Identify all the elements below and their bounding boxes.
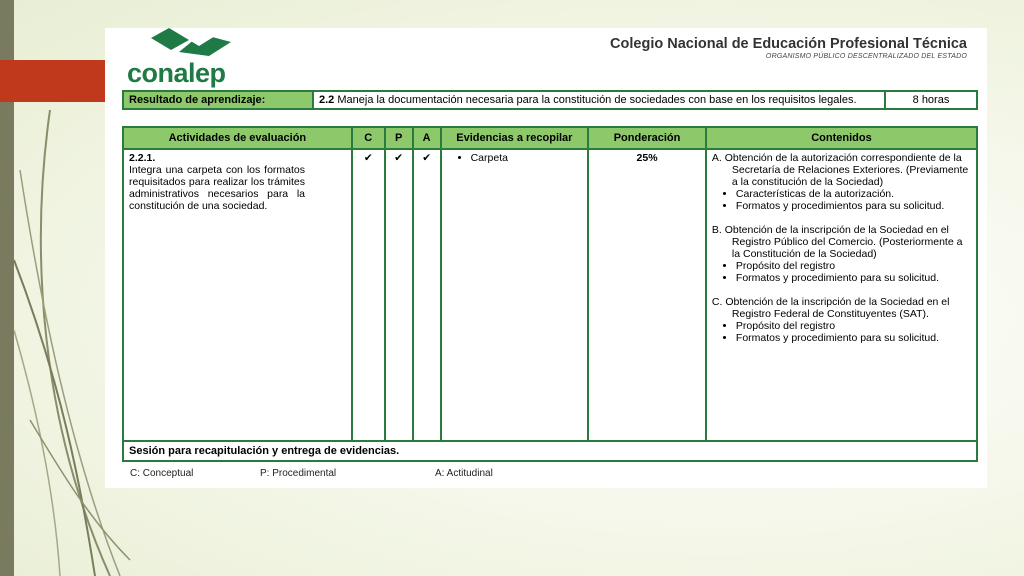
header-evidencias: Evidencias a recopilar: [441, 127, 589, 149]
resultado-text: Maneja la documentación necesaria para la constitución de sociedades con base en los requisitos legales.: [337, 94, 857, 106]
activity-number: 2.2.1.: [129, 152, 156, 164]
document-page: [105, 28, 987, 488]
activity-cell: [123, 149, 352, 441]
conalep-logo-icon: [149, 28, 233, 56]
resultado-label: Resultado de aprendizaje:: [123, 91, 313, 109]
list-item: • Formatos y procedimientos para su solicitud.: [736, 200, 971, 212]
header-p: P: [385, 127, 413, 149]
header-actividades: Actividades de evaluación: [123, 127, 352, 149]
evidence-item: • Carpeta: [471, 152, 583, 164]
evidence-cell: [441, 149, 589, 441]
check-p: ✔: [385, 149, 413, 441]
resultado-table: [122, 90, 978, 110]
header-contenidos: Contenidos: [706, 127, 977, 149]
header-a: A: [413, 127, 441, 149]
session-text: Sesión para recapitulación y entrega de evidencias.: [123, 441, 977, 461]
resultado-text-cell: [313, 91, 885, 109]
legend-c: C: Conceptual: [130, 468, 194, 479]
content-head: B. Obtención de la inscripción de la Sociedad en el Registro Público del Comercio. (Posteriormente a la Constitución de la Sociedad): [711, 224, 963, 260]
evaluation-table: [122, 126, 978, 462]
org-subtitle: ORGANISMO PÚBLICO DESCENTRALIZADO DEL ESTADO: [765, 53, 967, 60]
content-block-a: [712, 152, 971, 212]
content-block-b: [712, 224, 971, 284]
content-head: C. Obtención de la inscripción de la Sociedad en el Registro Federal de Constituyentes (SAT).: [711, 296, 950, 320]
legend-a: A: Actitudinal: [435, 468, 493, 479]
list-item: • Formatos y procedimiento para su solicitud.: [736, 272, 971, 284]
check-a: ✔: [413, 149, 441, 441]
list-item: • Propósito del registro: [736, 260, 971, 272]
header-ponderacion: Ponderación: [588, 127, 706, 149]
content-head: A. Obtención de la autorización correspondiente de la Secretaría de Relaciones Exteriores. (Previamente a la constitución de la Sociedad): [711, 152, 969, 188]
red-accent-tab: [0, 60, 105, 102]
org-title: Colegio Nacional de Educación Profesional Técnica: [610, 36, 967, 52]
session-row: [123, 441, 977, 461]
legend-p: P: Procedimental: [260, 468, 337, 479]
activity-text: Integra una carpeta con los formatos requisitados para realizar los trámites administrativos necesarios para la constitución de una sociedad.: [129, 164, 305, 212]
list-item: • Formatos y procedimiento para su solicitud.: [736, 332, 971, 344]
table-header-row: [123, 127, 977, 149]
check-c: ✔: [352, 149, 385, 441]
contents-cell: [706, 149, 977, 441]
header-c: C: [352, 127, 385, 149]
table-row: [123, 149, 977, 441]
list-item: • Propósito del registro: [736, 320, 971, 332]
content-block-c: [712, 296, 971, 344]
resultado-code: 2.2: [319, 94, 335, 106]
weight-cell: 25%: [588, 149, 706, 441]
resultado-hours: 8 horas: [885, 91, 977, 109]
list-item: • Características de la autorización.: [736, 188, 971, 200]
logo-text: conalep: [127, 58, 226, 88]
